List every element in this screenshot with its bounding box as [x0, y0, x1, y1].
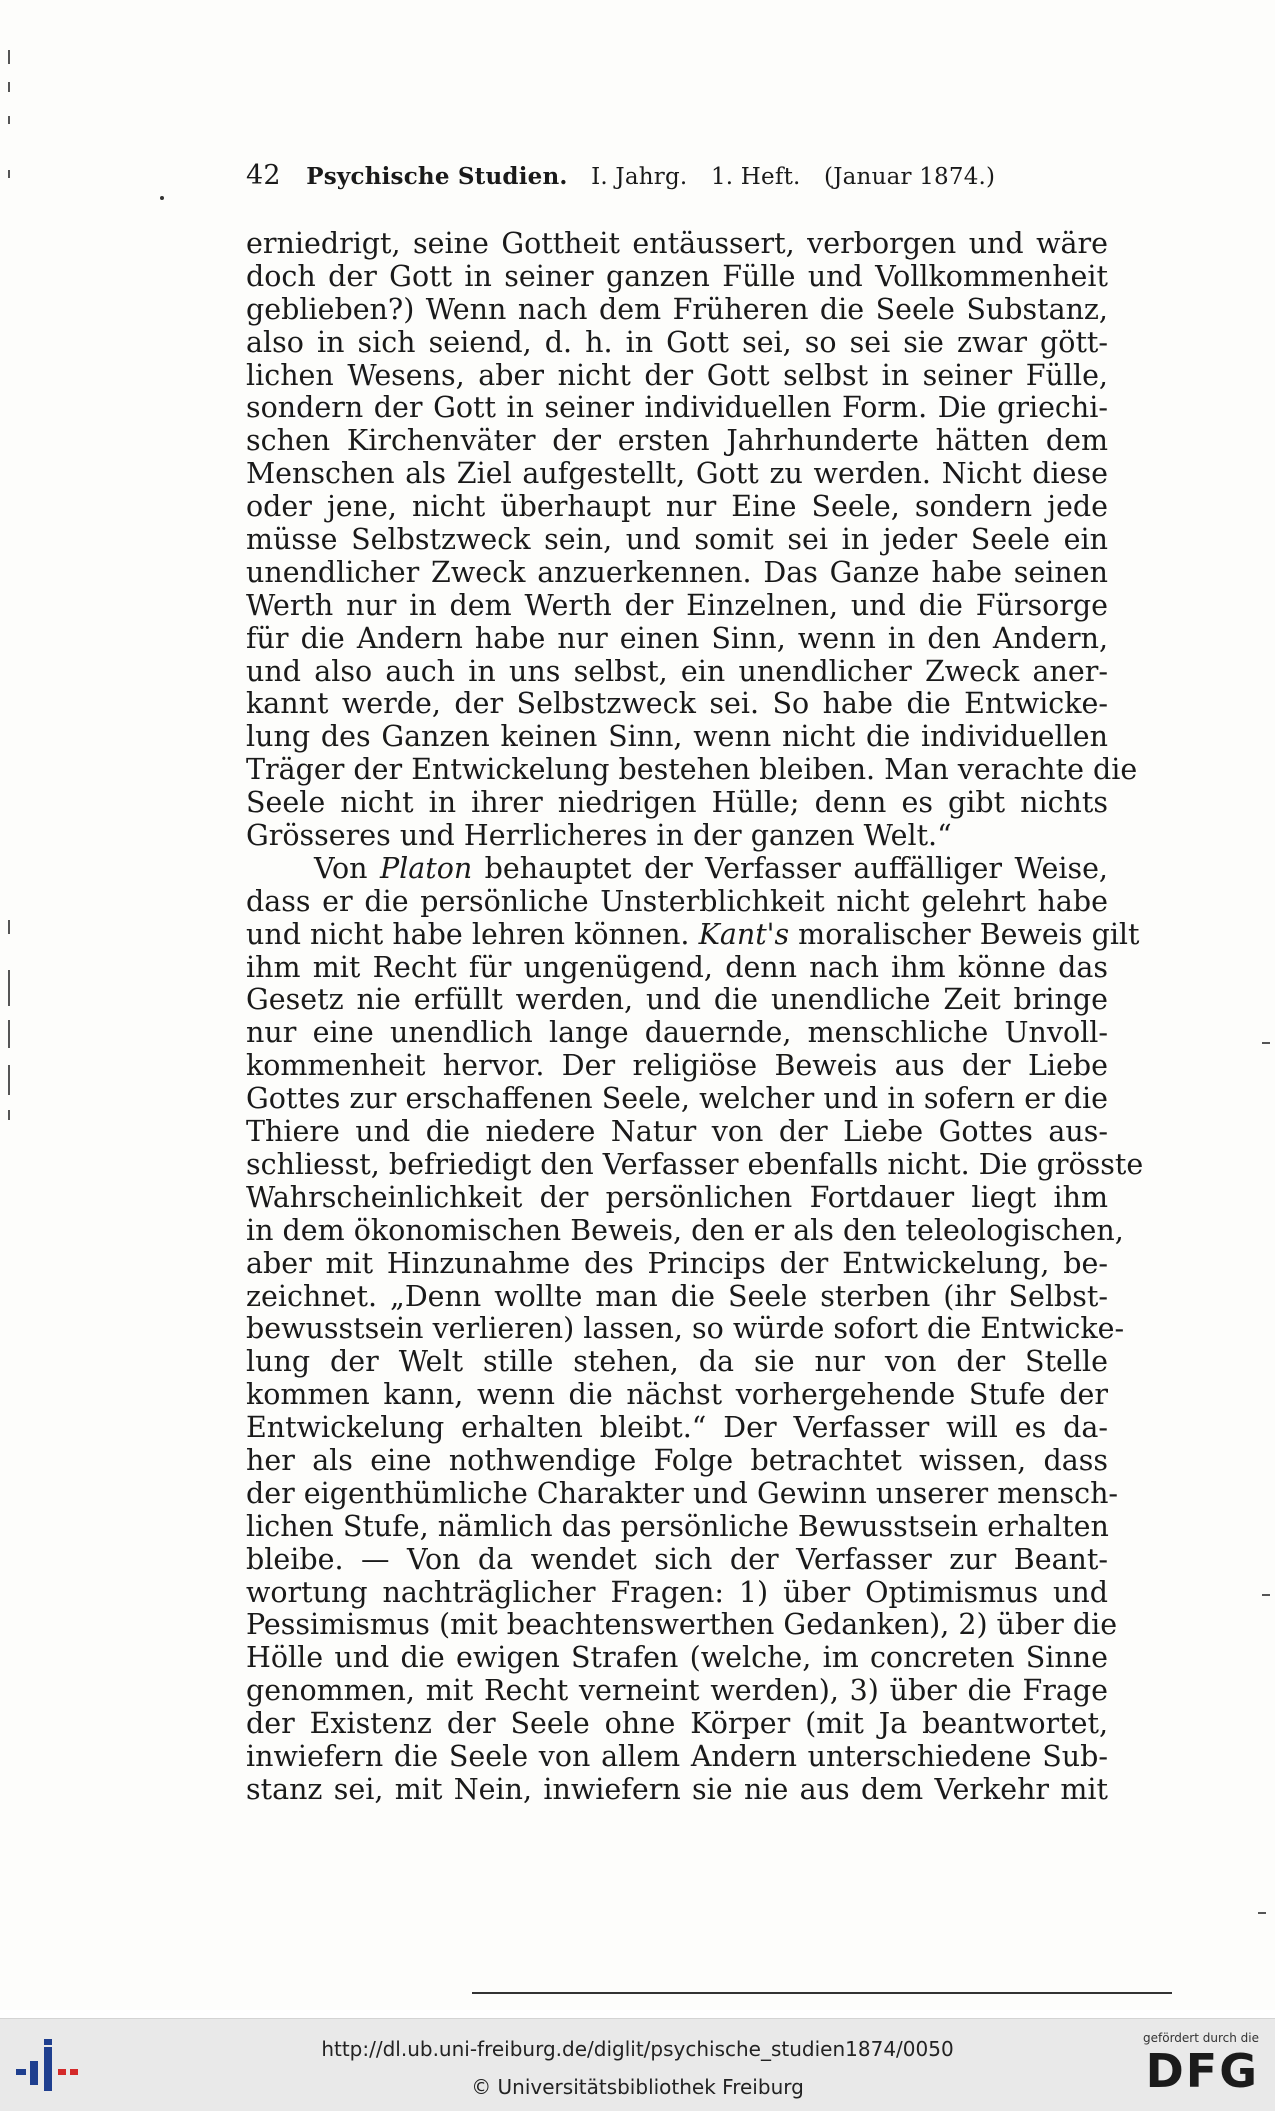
text-line: Grösseres und Herrlicheres in der ganzen Welt.“ — [246, 819, 952, 853]
text-line: Entwickelung erhalten bleibt.“ Der Verfasser will es da- — [246, 1411, 1108, 1445]
text-line-kant — [246, 917, 1140, 952]
text-line: der eigenthümliche Charakter und Gewinn unserer mensch- — [246, 1476, 1119, 1510]
dfg-wordmark: DFG — [1145, 2044, 1259, 2098]
text-line: Gottes zur erschaffenen Seele, welcher und in sofern er die — [246, 1082, 1108, 1116]
text-line: kommen kann, wenn die nächst vorhergehende Stufe der — [246, 1378, 1108, 1412]
text-line: kannt werde, der Selbstzweck sei. So habe die Entwicke- — [246, 687, 1108, 721]
text-line: lichen Wesens, aber nicht der Gott selbst in seiner Fülle, — [246, 358, 1108, 392]
text-line: Seele nicht in ihrer niedrigen Hülle; denn es gibt nichts — [246, 786, 1108, 820]
text-line: Gesetz nie erfüllt werden, und die unendliche Zeit bringe — [246, 983, 1108, 1017]
journal-title: Psychische Studien. — [306, 163, 568, 190]
text-line: doch der Gott in seiner ganzen Fülle und Vollkommenheit — [246, 259, 1108, 293]
text-line: sondern der Gott in seiner individuellen Form. Die griechi- — [246, 391, 1108, 425]
text-line: bleibe. — Von da wendet sich der Verfasser zur Beant- — [246, 1542, 1108, 1576]
text-line: schliesst, befriedigt den Verfasser ebenfalls nicht. Die grösste — [246, 1147, 1144, 1181]
dfg-tagline: gefördert durch die — [1143, 2031, 1259, 2045]
page-number: 42 — [246, 160, 281, 191]
text-line: erniedrigt, seine Gottheit entäussert, verborgen und wäre — [246, 227, 1108, 260]
scan-dot — [160, 196, 164, 200]
text-line: Hölle und die ewigen Strafen (welche, im concreten Sinne — [246, 1641, 1108, 1675]
text-line: geblieben?) Wenn nach dem Früheren die Seele Substanz, — [246, 292, 1108, 326]
text-line: nur eine unendlich lange dauernde, menschliche Unvoll- — [246, 1016, 1108, 1050]
text-line: der Existenz der Seele ohne Körper (mit Ja beantwortet, — [246, 1707, 1108, 1741]
running-head — [246, 160, 1126, 191]
text-line: Pessimismus (mit beachtenswerthen Gedanken), 2) über die — [246, 1608, 1118, 1642]
text-line: inwiefern die Seele von allem Andern unterschiedene Sub- — [246, 1739, 1108, 1773]
issue: 1. Heft. — [710, 164, 801, 190]
text-line: schen Kirchenväter der ersten Jahrhunderte hätten dem — [246, 424, 1108, 458]
permalink-url[interactable]: http://dl.ub.uni-freiburg.de/diglit/psychische_studien1874/0050 — [321, 2037, 954, 2061]
text-line: her als eine nothwendige Folge betrachtet wissen, dass — [246, 1443, 1108, 1477]
text-line: Träger der Entwickelung bestehen bleiben. Man verachte die — [246, 753, 1138, 787]
text-line: aber mit Hinzunahme des Princips der Entwickelung, be- — [246, 1246, 1108, 1280]
name-kant: Kant's — [698, 917, 790, 951]
text-line: Wahrscheinlichkeit der persönlichen Fortdauer liegt ihm — [246, 1180, 1108, 1214]
text-line: bewusstsein verlieren) lassen, so würde sofort die Entwicke- — [246, 1312, 1125, 1346]
text-line: müsse Selbstzweck sein, und somit sei in jeder Seele ein — [246, 523, 1108, 557]
name-platon: Platon — [379, 851, 473, 885]
text-line: stanz sei, mit Nein, inwiefern sie nie aus dem Verkehr mit — [246, 1772, 1108, 1806]
copyright-notice: © Universitätsbibliothek Freiburg — [471, 2075, 804, 2099]
text-line: und also auch in uns selbst, ein unendlicher Zweck aner- — [246, 654, 1108, 688]
text-line: lichen Stufe, nämlich das persönliche Bewusstsein erhalten — [246, 1509, 1109, 1543]
text-fragment: und nicht habe lehren können. — [246, 917, 699, 951]
text-fragment: behauptet der Verfasser auffälliger Weise, — [472, 851, 1108, 885]
text-line: kommenheit hervor. Der religiöse Beweis aus der Liebe — [246, 1049, 1108, 1083]
text-line: Werth nur in dem Werth der Einzelnen, und die Fürsorge — [246, 588, 1108, 622]
viewer-footer — [0, 2018, 1275, 2111]
scan-margin-marks — [8, 20, 14, 1120]
text-line: dass er die persönliche Unsterblichkeit nicht gelehrt habe — [246, 884, 1108, 918]
dfg-logo — [1129, 2031, 1259, 2103]
text-line: wortung nachträglicher Fragen: 1) über Optimismus und — [246, 1575, 1108, 1609]
text-line: also in sich seiend, d. h. in Gott sei, so sei sie zwar gött- — [246, 325, 1108, 359]
text-fragment: moralischer Beweis gilt — [789, 917, 1140, 951]
text-fragment: Von — [314, 851, 380, 885]
text-line: lung der Welt stille stehen, da sie nur von der Stelle — [246, 1345, 1108, 1379]
text-line: in dem ökonomischen Beweis, den er als den teleologischen, — [246, 1213, 1124, 1247]
text-line: zeichnet. „Denn wollte man die Seele sterben (ihr Selbst- — [246, 1279, 1108, 1313]
text-line: für die Andern habe nur einen Sinn, wenn in den Andern, — [246, 621, 1108, 655]
text-line: genommen, mit Recht verneint werden), 3) über die Frage — [246, 1674, 1108, 1708]
text-line: Thiere und die niedere Natur von der Liebe Gottes aus- — [246, 1115, 1108, 1149]
footnote-rule — [472, 1992, 1172, 1994]
text-line: ihm mit Recht für ungenügend, denn nach ihm könne das — [246, 950, 1108, 984]
text-line: oder jene, nicht überhaupt nur Eine Seele, sondern jede — [246, 490, 1108, 524]
text-line: Menschen als Ziel aufgestellt, Gott zu werden. Nicht diese — [246, 457, 1108, 491]
issue-date: (Januar 1874.) — [824, 164, 996, 190]
body-text — [246, 227, 1144, 1807]
text-line: lung des Ganzen keinen Sinn, wenn nicht die individuellen — [246, 720, 1108, 754]
volume: I. Jahrg. — [591, 164, 688, 190]
text-line-platon — [246, 853, 1108, 886]
text-line: unendlicher Zweck anzuerkennen. Das Ganze habe seinen — [246, 555, 1108, 589]
